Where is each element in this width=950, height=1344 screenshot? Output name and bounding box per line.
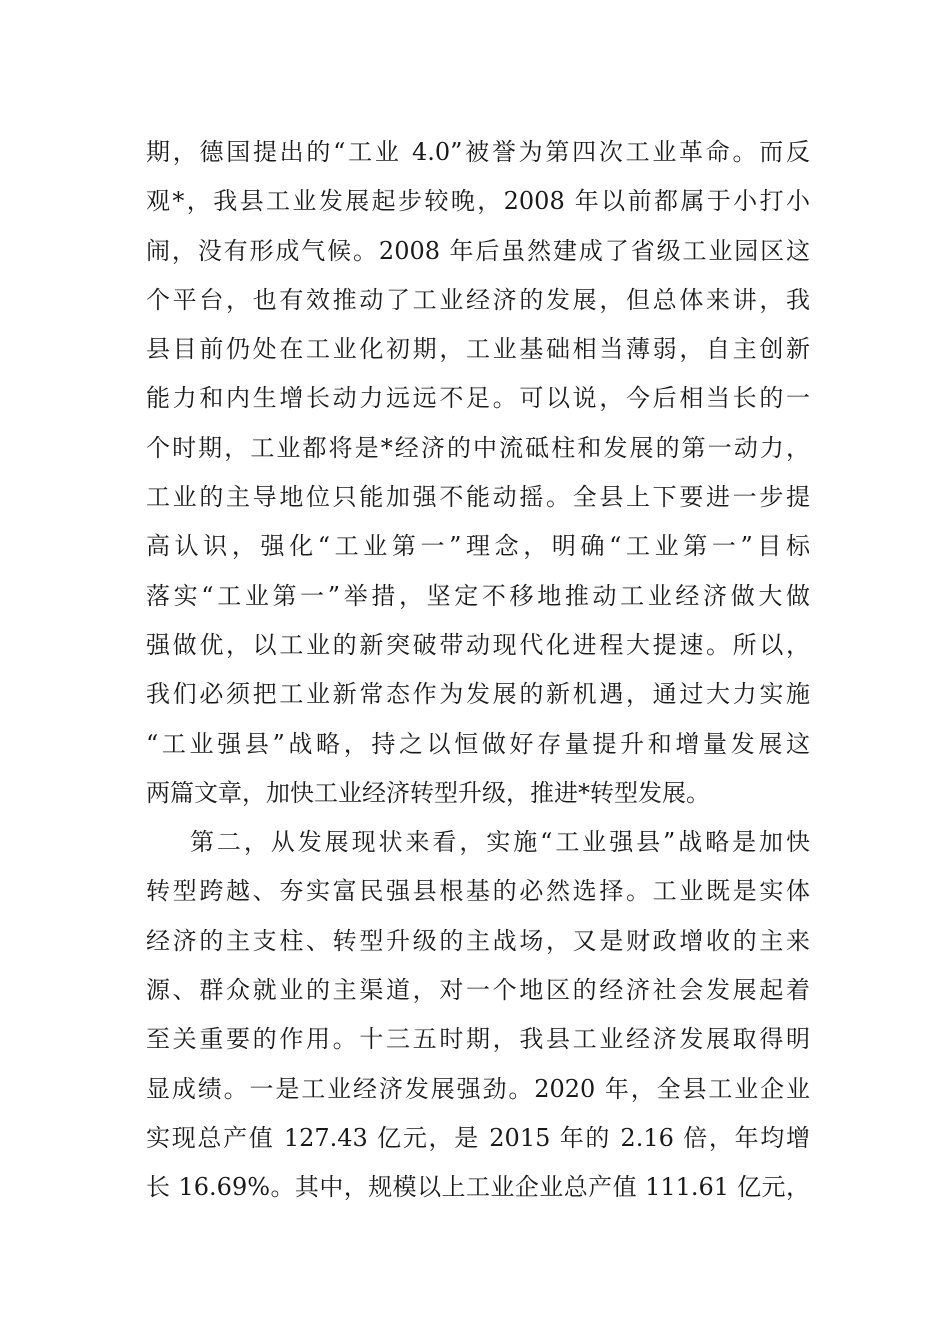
paragraph-start-line: 第二，从发展现状来看，实施“工业强县”战略是加快 [190,828,810,857]
text-line: 显成绩。一是工业经济发展强劲。2020 年，全县工业企业 [146,1074,810,1103]
text-line: 个时期，工业都将是*经济的中流砥柱和发展的第一动力， [146,433,810,462]
text-line: “工业强县”战略，持之以恒做好存量提升和增量发展这 [146,729,810,758]
text-line: 源、群众就业的主渠道，对一个地区的经济社会发展起着 [146,976,810,1005]
text-line: 至关重要的作用。十三五时期，我县工业经济发展取得明 [146,1025,810,1054]
text-line: 闹，没有形成气候。2008 年后虽然建成了省级工业园区这 [146,236,810,265]
text-line: 高认识，强化“工业第一”理念，明确“工业第一”目标 [146,532,810,561]
text-line: 经济的主支柱、转型升级的主战场，又是财政增收的主来 [146,926,810,955]
text-line: 实现总产值 127.43 亿元，是 2015 年的 2.16 倍，年均增 [146,1123,810,1152]
text-line: 转型跨越、夯实富民强县根基的必然选择。工业既是实体 [146,877,810,906]
text-line: 工业的主导地位只能加强不能动摇。全县上下要进一步提 [146,483,810,512]
text-line: 能力和内生增长动力远远不足。可以说，今后相当长的一 [146,384,810,413]
body-text [146,128,810,1213]
text-line: 县目前仍处在工业化初期，工业基础相当薄弱，自主创新 [146,335,810,364]
text-line: 强做优，以工业的新突破带动现代化进程大提速。所以， [146,630,810,659]
text-line: 个平台，也有效推动了工业经济的发展，但总体来讲，我 [146,285,810,314]
text-line: 期，德国提出的“工业 4.0”被誉为第四次工业革命。而反 [146,138,810,166]
text-line: 落实“工业第一”举措，坚定不移地推动工业经济做大做 [146,581,810,610]
text-line: 观*，我县工业发展起步较晚，2008 年以前都属于小打小 [146,187,810,216]
text-line: 我们必须把工业新常态作为发展的新机遇，通过大力实施 [146,680,810,709]
text-line: 长 16.69%。其中，规模以上工业企业总产值 111.61 亿元， [146,1173,810,1202]
text-line: 两篇文章，加快工业经济转型升级，推进*转型发展。 [146,778,710,807]
